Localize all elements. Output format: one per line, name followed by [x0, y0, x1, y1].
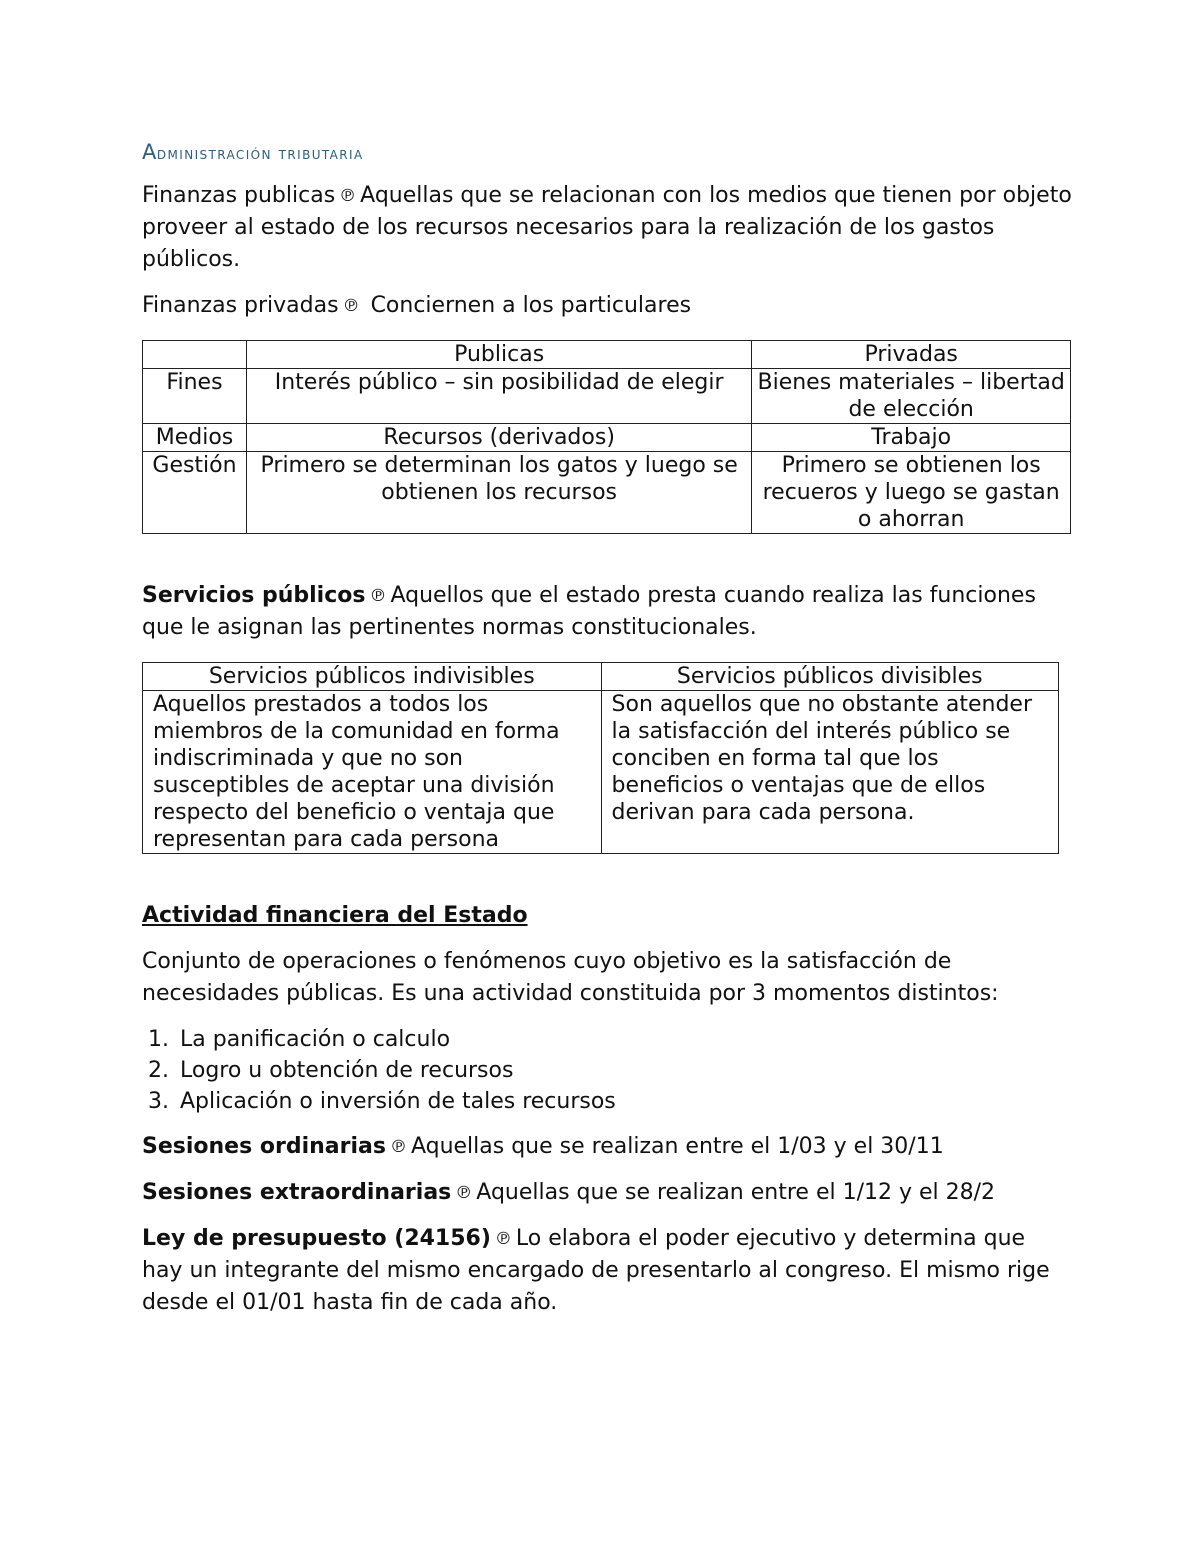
paragraph-servicios-publicos	[142, 580, 1072, 644]
definition-finanzas-publicas: Aquellas que se relacionan con los medios que tienen por objeto proveer al estado de los recursos necesarios para la realización de los gastos públicos.	[142, 183, 1072, 272]
paragraph-ley-presupuesto	[142, 1223, 1072, 1319]
table-cell: Recursos (derivados)	[246, 424, 751, 452]
list-item: 3. Aplicación o inversión de tales recursos	[176, 1086, 1072, 1117]
arrow-symbol-icon: ℗	[494, 1229, 512, 1249]
paragraph-actividad: Conjunto de operaciones o fenómenos cuyo objetivo es la satisfacción de necesidades públicas. Es una actividad constituida por 3 momentos distintos:	[142, 949, 999, 1006]
table-row	[143, 369, 1071, 424]
table-header-row	[143, 341, 1071, 369]
table-row	[143, 691, 1059, 854]
definition-ley-presupuesto: Lo elabora el poder ejecutivo y determina que hay un integrante del mismo encargado de presentarlo al congreso. El mismo rige desde el 01/01 hasta fin de cada año.	[142, 1226, 1050, 1315]
numbered-list	[142, 1024, 1072, 1117]
arrow-symbol-icon: ℗	[389, 1137, 407, 1157]
table-row	[143, 452, 1071, 534]
table-cell: Son aquellos que no obstante atender la satisfacción del interés público se conciben en forma tal que los beneficios o ventajas que de ellos derivan para cada persona.	[601, 691, 1058, 854]
table-header-row	[143, 663, 1059, 691]
arrow-symbol-icon: ℗	[339, 186, 357, 206]
table-cell: Fines	[143, 369, 247, 424]
table-cell: Trabajo	[752, 424, 1071, 452]
term-ley-presupuesto: Ley de presupuesto (24156)	[142, 1226, 491, 1251]
paragraph-finanzas-privadas	[142, 290, 1072, 322]
table-cell: Gestión	[143, 452, 247, 534]
term-servicios-publicos: Servicios públicos	[142, 583, 366, 608]
paragraph-sesiones-ordinarias	[142, 1131, 1072, 1163]
table-header-cell	[143, 341, 247, 369]
definition-sesiones-extraordinarias: Aquellas que se realizan entre el 1/12 y el 28/2	[476, 1180, 996, 1205]
term-sesiones-ordinarias: Sesiones ordinarias	[142, 1134, 386, 1159]
arrow-symbol-icon: ℗	[342, 296, 360, 316]
definition-servicios-publicos: Aquellos que el estado presta cuando realiza las funciones que le asignan las pertinentes normas constitucionales.	[142, 583, 1036, 640]
arrow-symbol-icon: ℗	[455, 1183, 473, 1203]
table-cell: Primero se obtienen los recueros y luego se gastan o ahorran	[752, 452, 1071, 534]
arrow-symbol-icon: ℗	[369, 586, 387, 606]
table-cell: Interés público – sin posibilidad de elegir	[246, 369, 751, 424]
table-header-cell: Publicas	[246, 341, 751, 369]
table-cell: Primero se determinan los gatos y luego se obtienen los recursos	[246, 452, 751, 534]
section-heading	[142, 140, 1072, 164]
heading-rest: dministración tributaria	[156, 144, 364, 164]
list-item: 2. Logro u obtención de recursos	[176, 1055, 1072, 1086]
finanzas-comparison-table	[142, 340, 1071, 534]
section-title-actividad: Actividad financiera del Estado	[142, 903, 528, 928]
definition-finanzas-privadas: Conciernen a los particulares	[370, 293, 692, 318]
term-finanzas-publicas: Finanzas publicas	[142, 183, 336, 208]
document-content	[142, 140, 1072, 1319]
definition-sesiones-ordinarias: Aquellas que se realizan entre el 1/03 y el 30/11	[410, 1134, 944, 1159]
table-cell: Bienes materiales – libertad de elección	[752, 369, 1071, 424]
term-finanzas-privadas: Finanzas privadas	[142, 293, 339, 318]
heading-initial: A	[142, 140, 157, 164]
table-header-cell: Servicios públicos divisibles	[601, 663, 1058, 691]
paragraph-sesiones-extraordinarias	[142, 1177, 1072, 1209]
table-header-cell: Servicios públicos indivisibles	[143, 663, 602, 691]
table-cell: Aquellos prestados a todos los miembros de la comunidad en forma indiscriminada y que no son susceptibles de aceptar una división respecto del beneficio o ventaja que representan para cada persona	[143, 691, 602, 854]
table-cell: Medios	[143, 424, 247, 452]
table-header-cell: Privadas	[752, 341, 1071, 369]
list-item: 1. La panificación o calculo	[176, 1024, 1072, 1055]
paragraph-finanzas-publicas	[142, 180, 1072, 276]
table-row	[143, 424, 1071, 452]
term-sesiones-extraordinarias: Sesiones extraordinarias	[142, 1180, 452, 1205]
servicios-table	[142, 662, 1059, 854]
